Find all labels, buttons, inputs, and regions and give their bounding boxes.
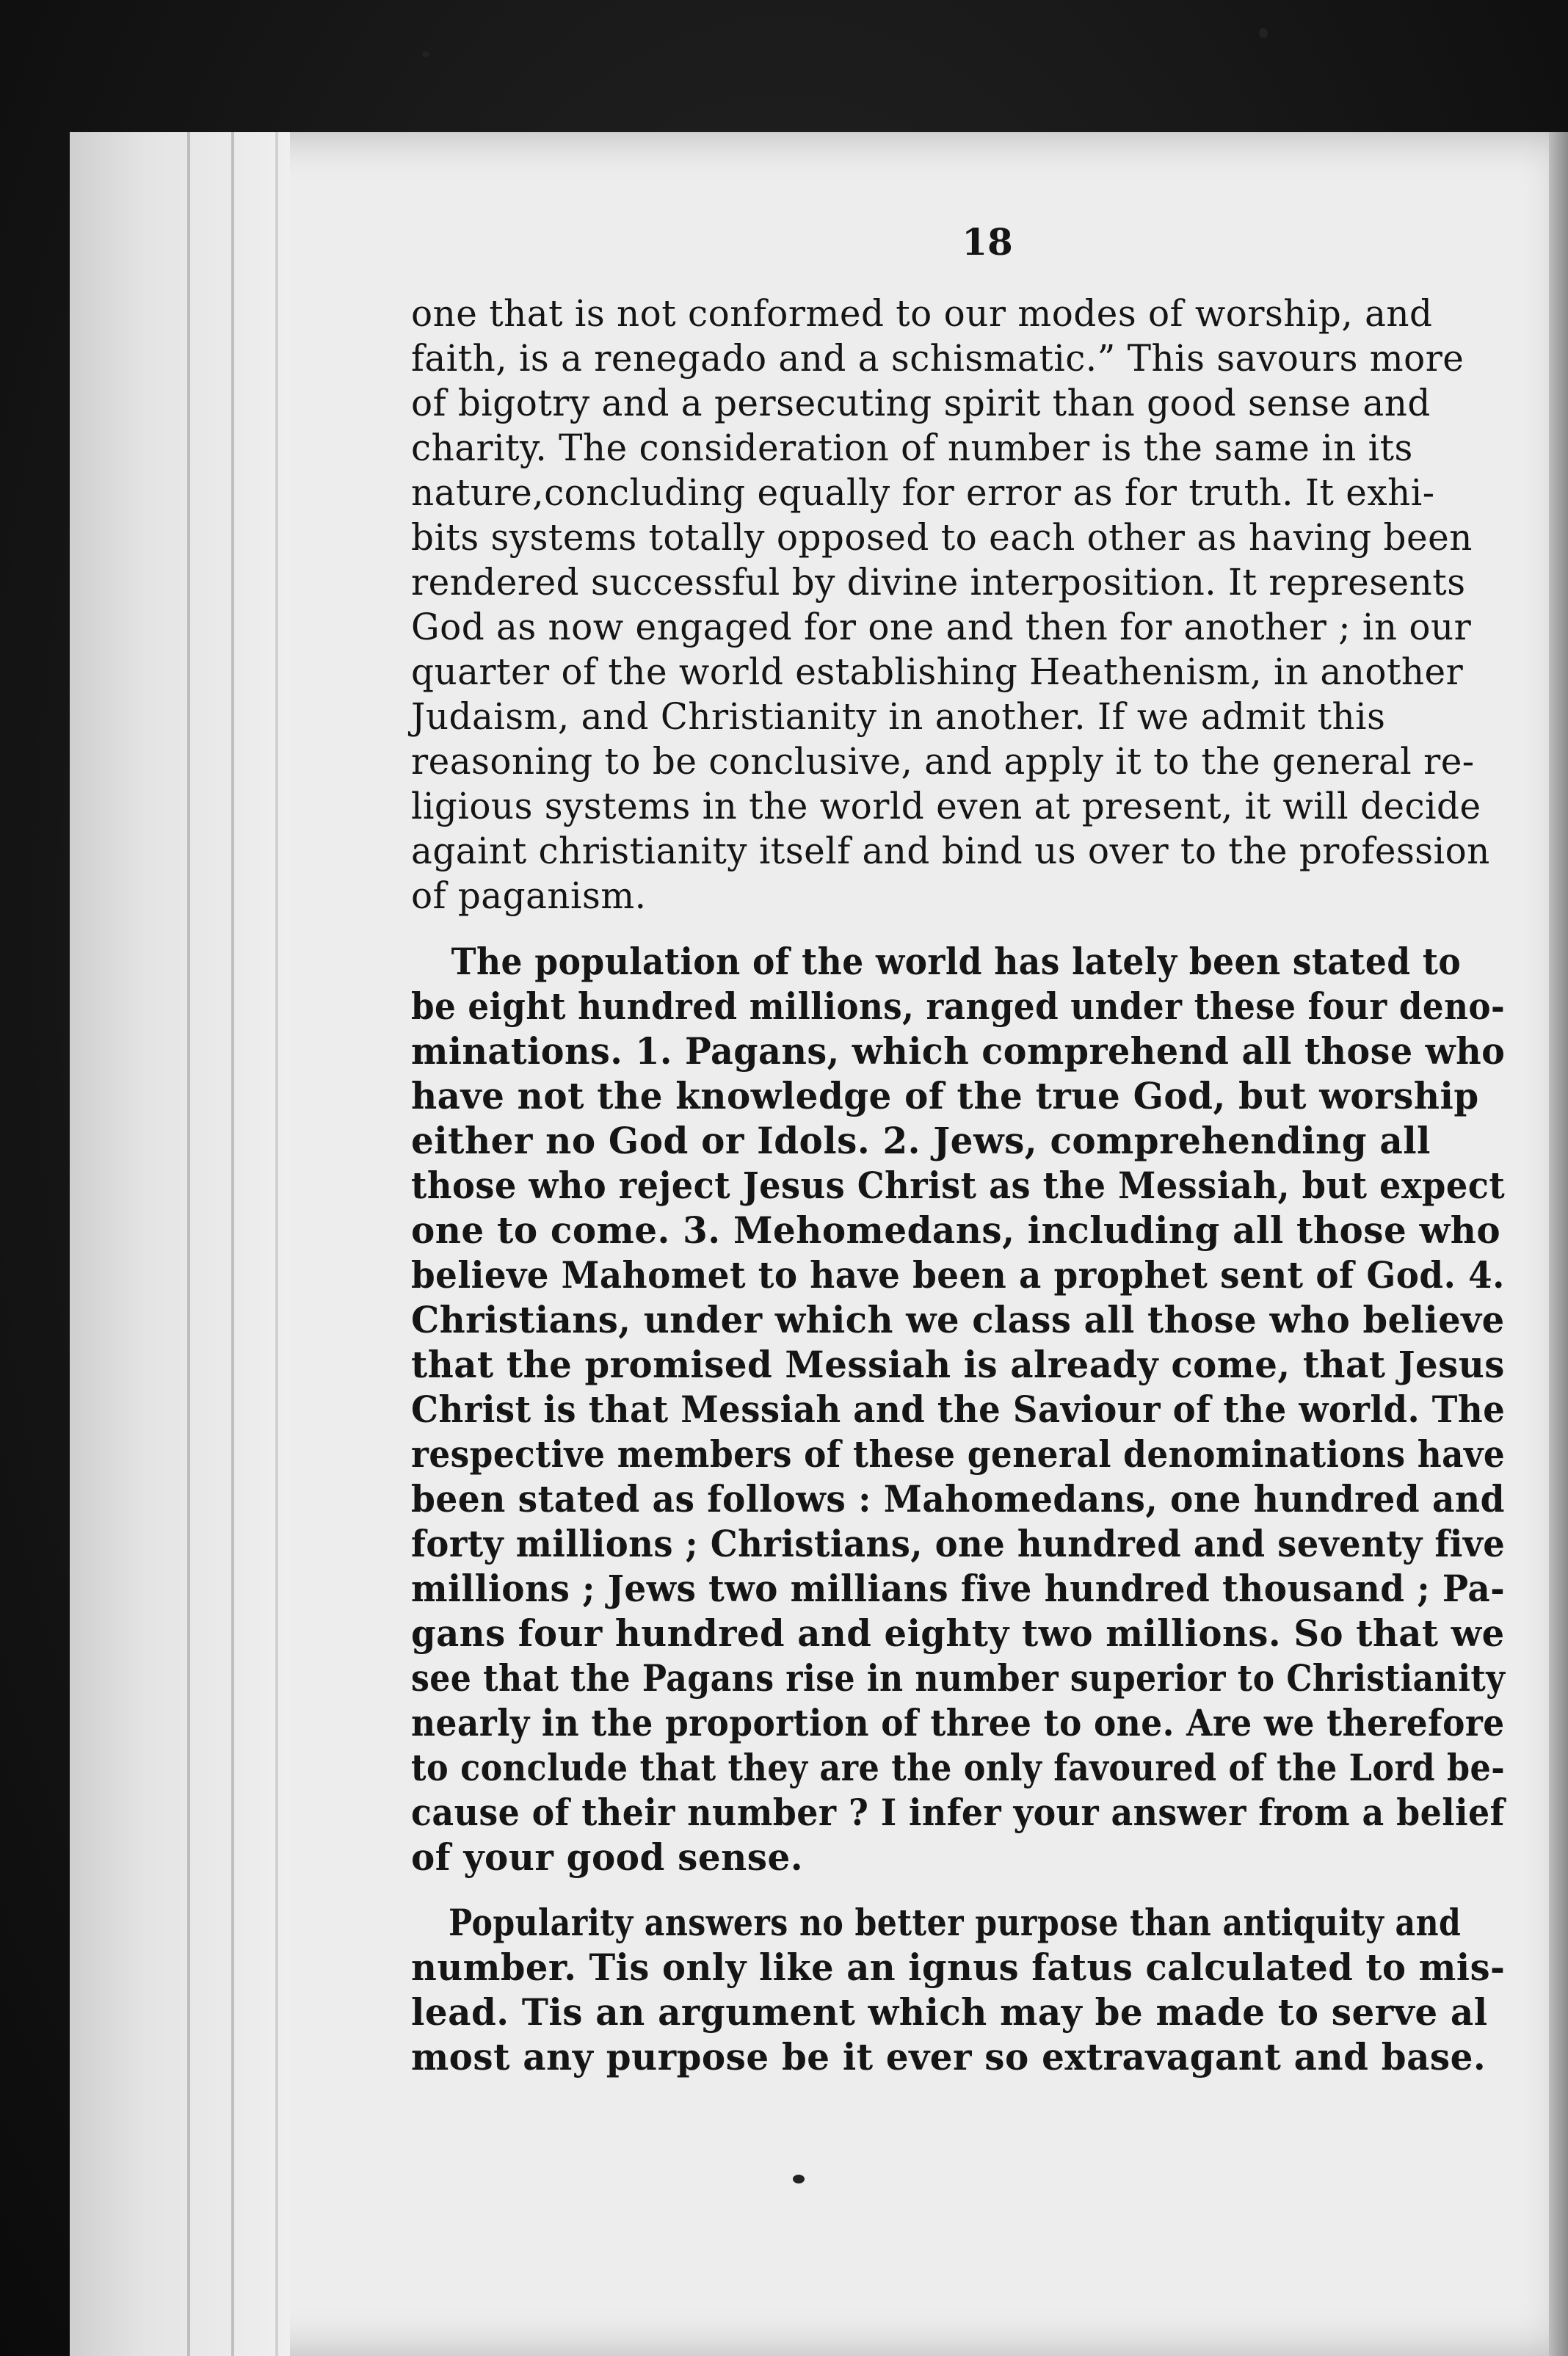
text-line: either no God or Idols. 2. Jews, comprehending all [411,1119,1431,1162]
text-line: been stated as follows : Mahomedans, one hundred and [411,1477,1505,1520]
text-line: one to come. 3. Mehomedans, including all those who [411,1208,1501,1252]
text-line: of bigotry and a persecuting spirit than good sense and [411,382,1431,424]
paragraph-p3 [411,1900,1542,2079]
scan-speck [1259,28,1268,38]
text-line: minations. 1. Pagans, which comprehend all those who [411,1029,1506,1073]
text-line: bits systems totally opposed to each other as having been [411,516,1473,559]
text-line: one that is not conformed to our modes of worship, and [411,292,1433,335]
text-line: number. Tis only like an ignus fatus calculated to mis- [411,1946,1506,1989]
text-line: Popularity answers no better purpose than antiquity and [449,1901,1462,1944]
text-line: ligious systems in the world even at present, it will decide [411,785,1481,827]
text-line: againt christianity itself and bind us over to the profession [411,830,1490,872]
text-line: faith, is a renegado and a schismatic.” This savours more [411,337,1464,380]
page-text [411,220,1542,2100]
text-line: God as now engaged for one and then for another ; in our [411,606,1472,648]
text-line: see that the Pagans rise in number superior to Christianity [411,1656,1506,1700]
page-gutter [70,132,290,2356]
text-line: those who reject Jesus Christ as the Messiah, but expect [411,1164,1506,1207]
text-line: most any purpose be it ever so extravagant and base. [411,2035,1487,2078]
scan-speck [793,2175,805,2183]
text-line: that the promised Messiah is already come, that Jesus [411,1343,1505,1386]
text-line: forty millions ; Christians, one hundred and seventy five [411,1522,1506,1565]
text-line: Christ is that Messiah and the Saviour of the world. The [411,1388,1506,1431]
text-line: Christians, under which we class all those who believe [411,1298,1505,1341]
text-line: to conclude that they are the only favoured of the Lord be- [411,1746,1506,1789]
text-line: rendered successful by divine interposition. It represents [411,561,1466,604]
text-line: nearly in the proportion of three to one. Are we therefore [411,1701,1505,1744]
gutter-shadow-line [275,132,278,2356]
text-line: quarter of the world establishing Heathenism, in another [411,650,1464,693]
page-edge-shadow [1549,132,1568,2356]
text-line: gans four hundred and eighty two millions. So that we [411,1612,1505,1655]
text-line: have not the knowledge of the true God, but worship [411,1074,1479,1117]
paragraph-p2 [411,939,1542,1880]
text-line: charity. The consideration of number is the same in its [411,427,1413,469]
text-line: reasoning to be conclusive, and apply it to the general re- [411,740,1475,783]
text-line: lead. Tis an argument which may be made to serve al [411,1990,1488,2034]
text-line: be eight hundred millions, ranged under these four deno- [411,985,1506,1028]
text-line: believe Mahomet to have been a prophet sent of God. 4. [411,1253,1505,1297]
gutter-shadow-line [187,132,190,2356]
text-line: nature,concluding equally for error as for truth. It exhi- [411,471,1435,514]
text-line: respective members of these general denominations have [411,1432,1506,1476]
text-line: cause of their number ? I infer your answer from a belief [411,1791,1505,1834]
text-line: of your good sense. [411,1835,804,1879]
gutter-shadow-line [231,132,234,2356]
page-number: 18 [962,220,1013,264]
text-line: The population of the world has lately been stated to [451,940,1462,983]
text-line: millions ; Jews two millians five hundred thousand ; Pa- [411,1567,1506,1610]
paragraph-p1 [411,291,1542,918]
scan-speck [422,51,429,57]
paragraph-container [411,291,1542,2079]
text-line: Judaism, and Christianity in another. If we admit this [411,695,1386,738]
text-line: of paganism. [411,874,647,917]
